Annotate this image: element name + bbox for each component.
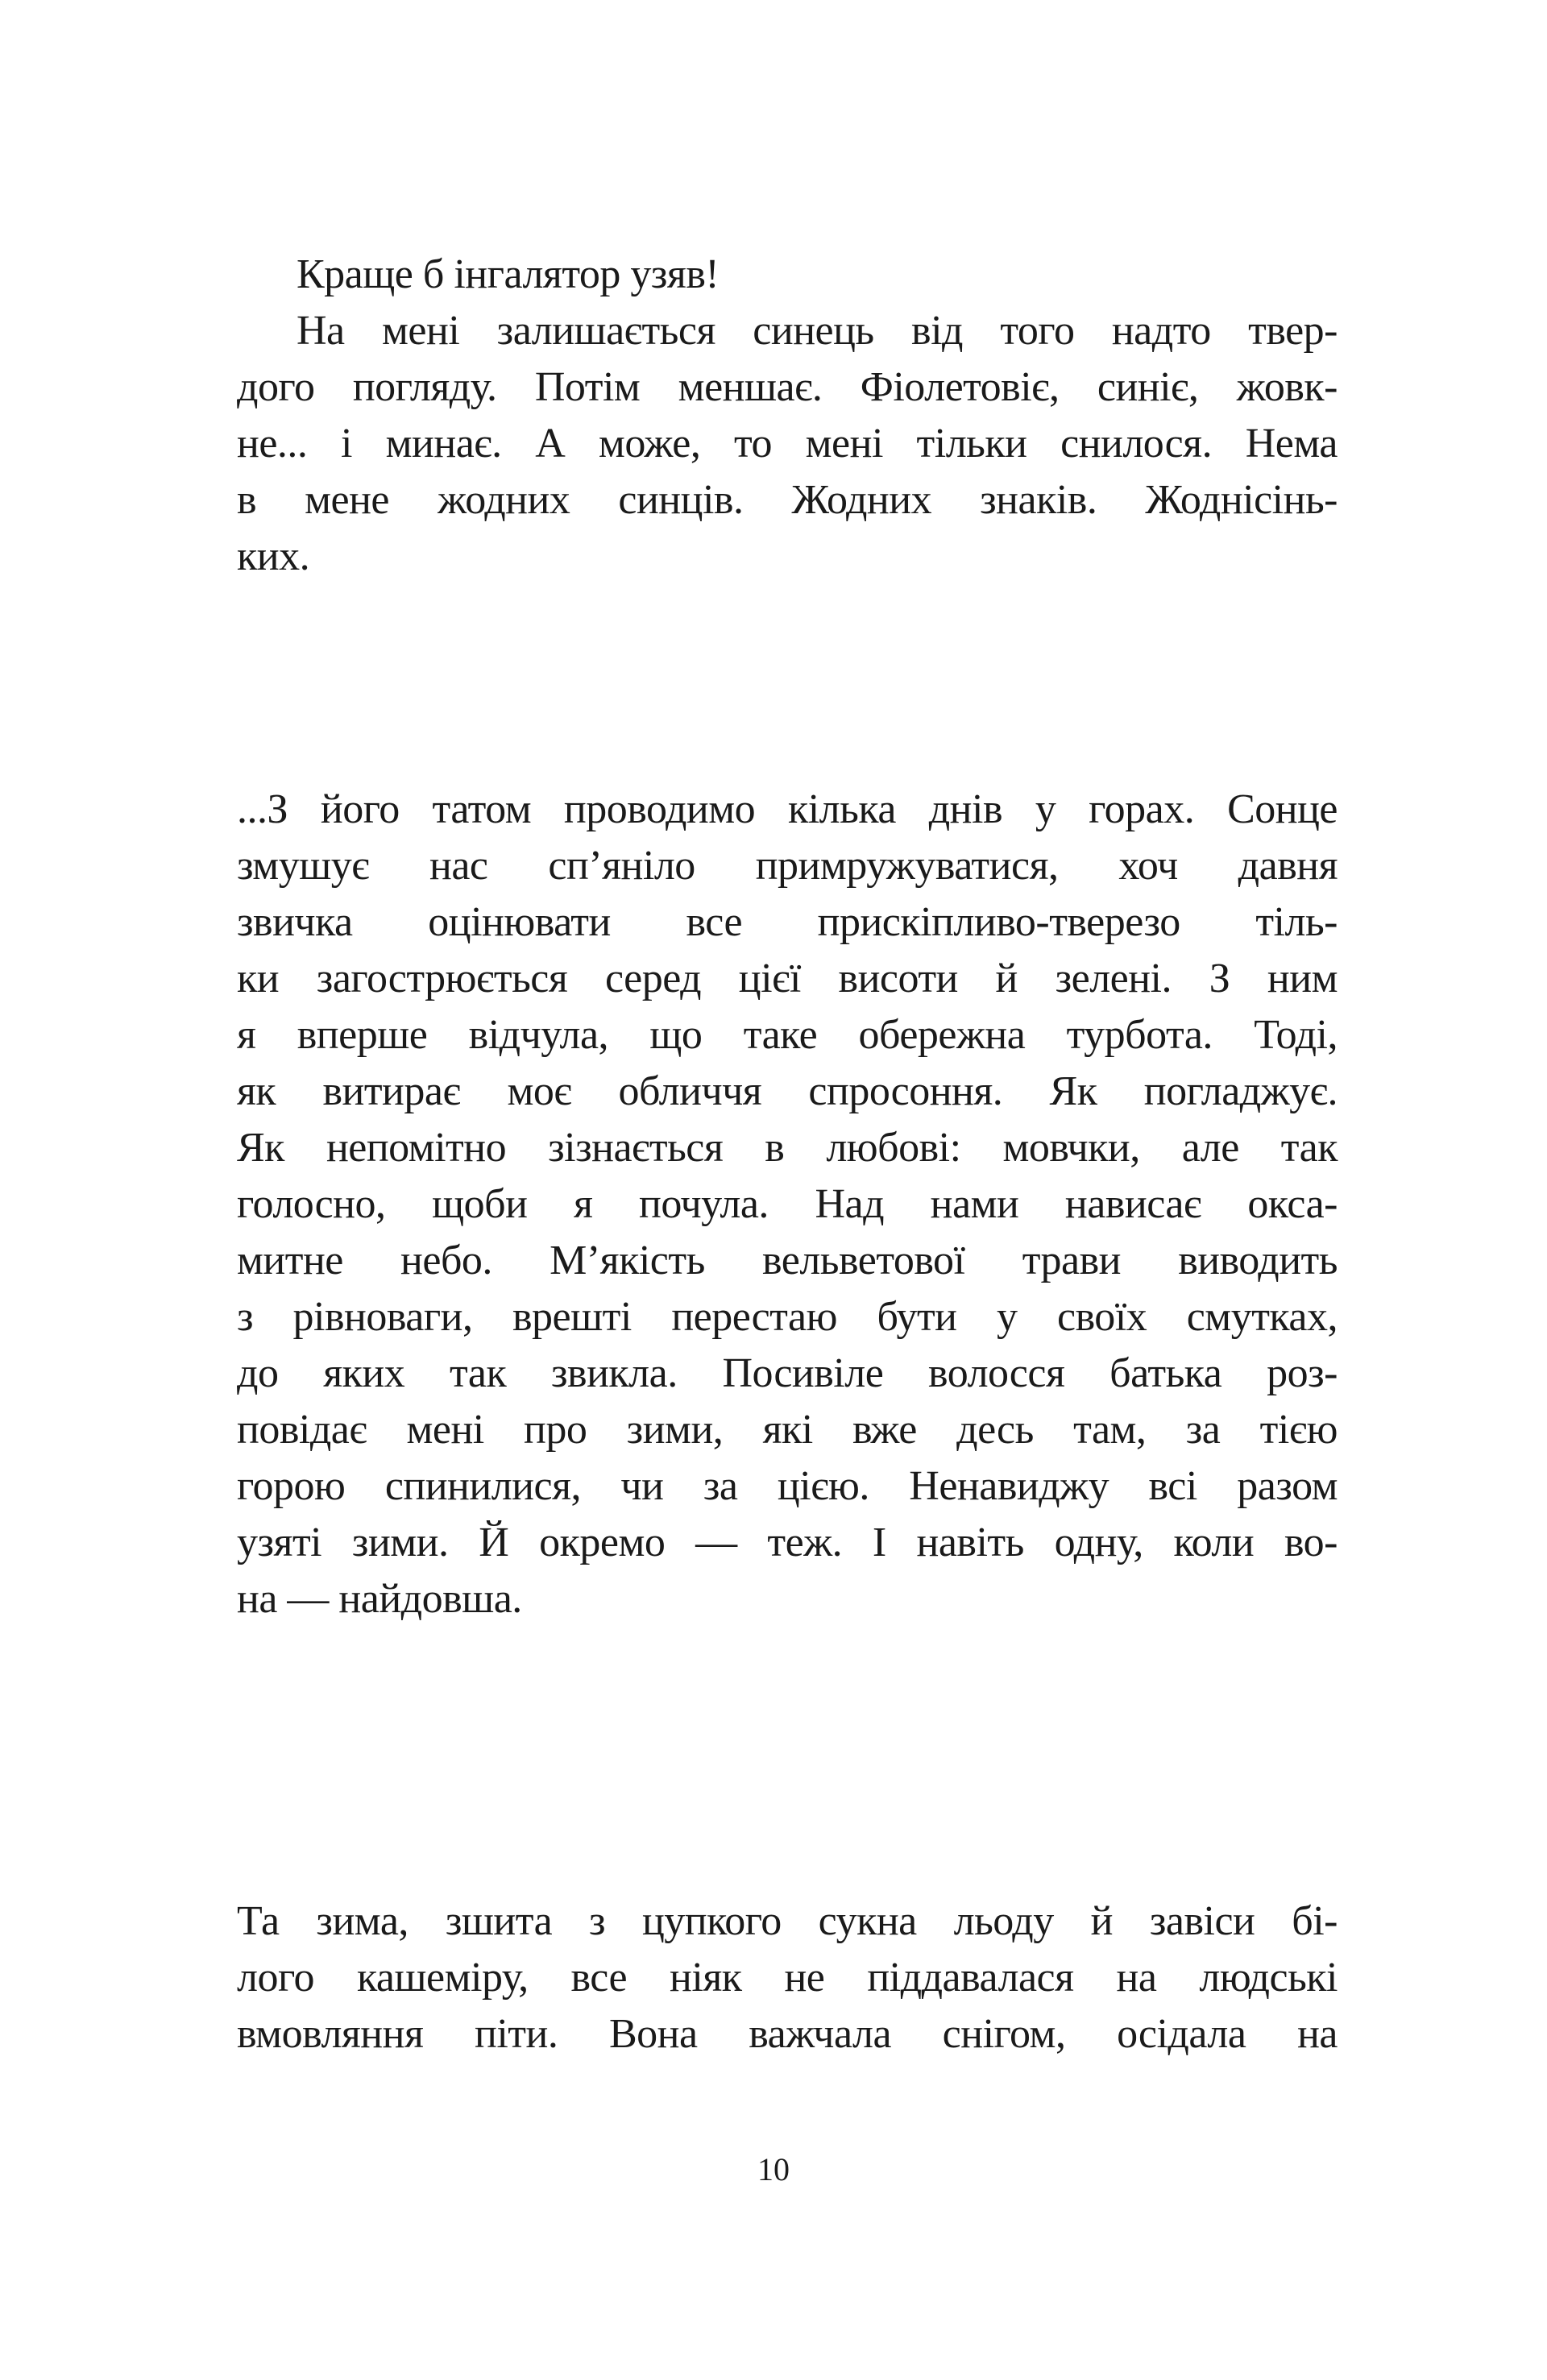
text-line: голосно, щоби я почула. Над нами нависає окса-: [237, 1181, 1338, 1227]
text-line: Краще б інгалятор узяв!: [297, 251, 720, 297]
text-line: звичка оцінювати все прискіпливо-тверезо тіль-: [237, 899, 1338, 945]
text-line: дого погляду. Потім меншає. Фіолетовіє, синіє, жовк-: [237, 364, 1338, 410]
text-line: змушує нас сп’яніло примружуватися, хоч давня: [237, 843, 1338, 889]
text-line: з рівноваги, врешті перестаю бути у своїх смутках,: [237, 1294, 1338, 1340]
paragraph-3: [237, 1893, 1338, 2063]
paragraph-1: [237, 247, 1338, 585]
text-line: Як непомітно зізнається в любові: мовчки, але так: [237, 1125, 1338, 1171]
text-line: повідає мені про зими, які вже десь там, за тією: [237, 1407, 1338, 1453]
text-line: горою спинилися, чи за цією. Ненавиджу всі разом: [237, 1463, 1338, 1509]
paragraph-2: [237, 782, 1338, 1627]
text-line: до яких так звикла. Посивіле волосся батька роз-: [237, 1350, 1338, 1396]
text-line: митне небо. М’якість вельветової трави виводить: [237, 1238, 1338, 1283]
text-line: Та зима, зшита з цупкого сукна льоду й завіси бі-: [237, 1898, 1338, 1944]
text-line: вмовляння піти. Вона важчала снігом, осідала на: [237, 2011, 1338, 2057]
text-line: я вперше відчула, що таке обережна турбота. Тоді,: [237, 1012, 1338, 1058]
text-line: узяті зими. Й окремо — теж. І навіть одну, коли во-: [237, 1520, 1338, 1565]
text-line: лого кашеміру, все ніяк не піддавалася на людські: [237, 1955, 1338, 2001]
text-line: ки загострюється серед цієї висоти й зелені. З ним: [237, 956, 1338, 1001]
text-line: як витирає моє обличчя спросоння. Як погладжує.: [237, 1068, 1338, 1114]
text-line: ...З його татом проводимо кілька днів у горах. Сонце: [237, 786, 1338, 832]
text-line: ких.: [237, 533, 310, 579]
text-line: На мені залишається синець від того надто твер-: [297, 308, 1338, 354]
text-line: на — найдовша.: [237, 1576, 522, 1622]
text-line: в мене жодних синців. Жодних знаків. Жоднісінь-: [237, 477, 1338, 523]
page-number: 10: [757, 2151, 790, 2187]
text-line: не... і минає. А може, то мені тільки снилося. Нема: [237, 421, 1338, 466]
